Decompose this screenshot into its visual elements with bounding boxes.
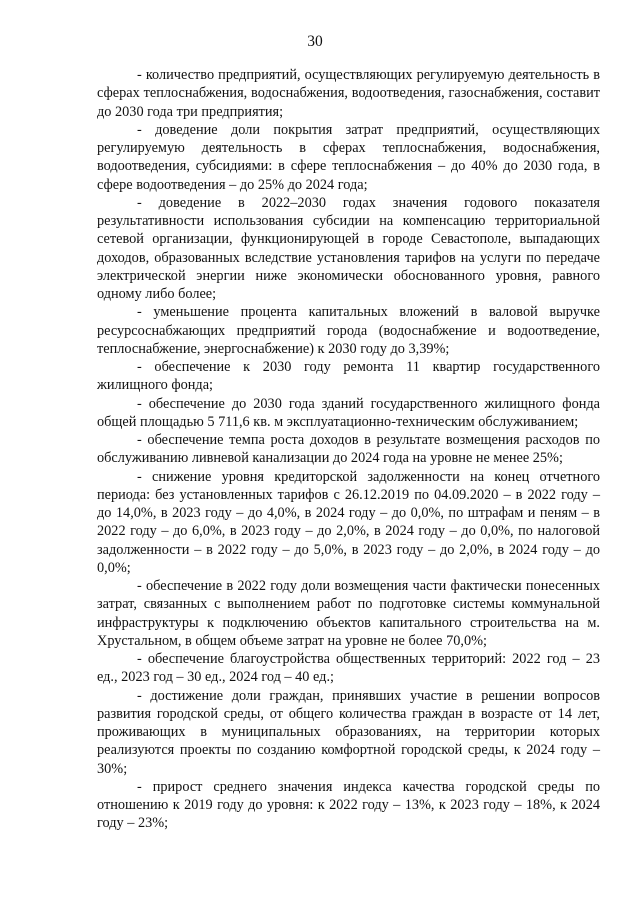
list-item: - доведение в 2022–2030 годах значения годового показателя результативности использования субсидии на компенсацию территориальной сетевой организации, функционирующей в городе Севастополе, выпадающих доходов, образованных вследствие установления тарифов на услуги по передаче электрической энергии ниже экономически обоснованного уровня, равного одному либо более;: [97, 194, 600, 302]
list-item: - обеспечение до 2030 года зданий государственного жилищного фонда общей площадью 5 711,6 кв. м эксплуатационно-техническим обслуживанием;: [97, 395, 600, 430]
page-number: 30: [307, 33, 323, 50]
list-item: - обеспечение в 2022 году доли возмещения части фактически понесенных затрат, связанных с выполнением работ по подготовке системы коммунальной инфраструктуры к подключению объектов капитального строительства на м. Хрустальном, в общем объеме затрат на уровне не более 70,0%;: [97, 578, 600, 649]
list-item: - прирост среднего значения индекса качества городской среды по отношению к 2019 году до уровня: к 2022 году – 13%, к 2023 году – 18%, к 2024 году – 23%;: [97, 778, 600, 832]
list-item: - доведение доли покрытия затрат предприятий, осуществляющих регулируемую деятельность в сферах теплоснабжения, водоснабжения, водоотведения, субсидиями: в сфере теплоснабжения – до 40% до 2030 года, в сфере водоотведения – до 25% до 2024 года;: [97, 121, 600, 193]
list-item: - уменьшение процента капитальных вложений в валовой выручке ресурсоснабжающих предприятий города (водоснабжение и водоотведение, теплоснабжение, энергоснабжение) к 2030 году до 3,39%;: [97, 304, 600, 357]
list-item: - обеспечение благоустройства общественных территорий: 2022 год – 23 ед., 2023 год – 30 ед., 2024 год – 40 ед.;: [97, 651, 600, 686]
list-item: - достижение доли граждан, принявших участие в решении вопросов развития городской среды, от общего количества граждан в возрасте от 14 лет, проживающих в муниципальных образованиях, на территории которых реализуются проекты по созданию комфортной городской среды, к 2024 году – 30%;: [97, 687, 600, 777]
list-item: - снижение уровня кредиторской задолженности на конец отчетного периода: без установленных тарифов с 26.12.2019 по 04.09.2020 – в 2022 году – до 14,0%, в 2023 году – до 4,0%, в 2024 году – до 0,0%, по штрафам и пеням – в 2022 году – до 6,0%, в 2023 году – до 2,0%, в 2024 году – до 0,0%, по налоговой задолженности – в 2022 году – до 5,0%, в 2023 году – до 2,0%, в 2024 году – до 0,0%;: [97, 468, 600, 576]
list-item: - обеспечение к 2030 году ремонта 11 квартир государственного жилищного фонда;: [97, 359, 600, 394]
list-item: - количество предприятий, осуществляющих регулируемую деятельность в сферах теплоснабжения, водоснабжения, водоотведения, газоснабжения, составит до 2030 года три предприятия;: [97, 67, 600, 120]
document-body: [97, 66, 600, 833]
list-item: - обеспечение темпа роста доходов в результате возмещения расходов по обслуживанию ливневой канализации до 2024 года на уровне не менее 25%;: [97, 432, 600, 467]
